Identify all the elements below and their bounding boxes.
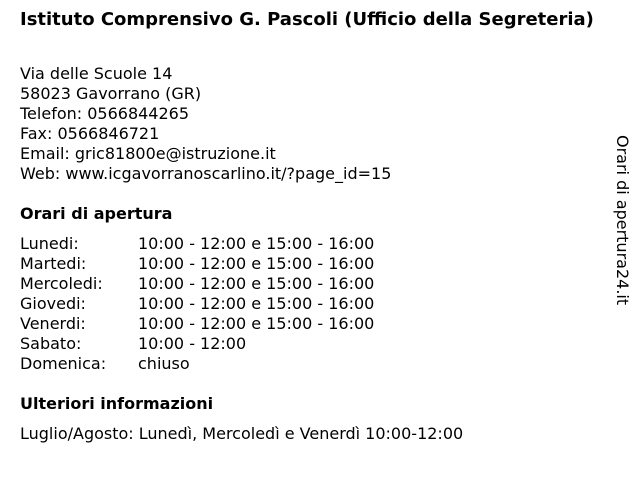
day-label: Domenica: xyxy=(20,354,107,373)
hours-value: 10:00 - 12:00 e 15:00 - 16:00 xyxy=(138,254,375,273)
day-label: Giovedi: xyxy=(20,294,86,313)
hours-row-friday xyxy=(20,314,374,334)
day-label: Lunedi: xyxy=(20,234,79,253)
website: Web: www.icgavorranoscarlino.it/?page_id=15 xyxy=(20,164,392,183)
email-address: Email: gric81800e@istruzione.it xyxy=(20,144,276,163)
day-label: Mercoledi: xyxy=(20,274,103,293)
day-label: Sabato: xyxy=(20,334,82,353)
hours-row-thursday xyxy=(20,294,374,314)
hours-value: 10:00 - 12:00 e 15:00 - 16:00 xyxy=(138,274,375,293)
day-label: Venerdi: xyxy=(20,314,86,333)
city-address: 58023 Gavorrano (GR) xyxy=(20,84,202,103)
opening-hours-table xyxy=(20,234,374,374)
hours-value: 10:00 - 12:00 e 15:00 - 16:00 xyxy=(138,314,375,333)
fax-number: Fax: 0566846721 xyxy=(20,124,160,143)
hours-value: 10:00 - 12:00 e 15:00 - 16:00 xyxy=(138,294,375,313)
page-title: Istituto Comprensivo G. Pascoli (Ufficio della Segreteria) xyxy=(20,9,594,30)
hours-row-wednesday xyxy=(20,274,374,294)
phone-number: Telefon: 0566844265 xyxy=(20,104,190,123)
hours-value: 10:00 - 12:00 e 15:00 - 16:00 xyxy=(138,234,375,253)
hours-row-saturday xyxy=(20,334,374,354)
hours-value: chiuso xyxy=(138,354,190,373)
street-address: Via delle Scuole 14 xyxy=(20,64,173,83)
watermark-text: Orari di apertura24.it xyxy=(613,135,632,306)
hours-value: 10:00 - 12:00 xyxy=(138,334,247,353)
address-block xyxy=(20,64,391,184)
hours-row-monday xyxy=(20,234,374,254)
further-info-text: Luglio/Agosto: Lunedì, Mercoledì e Venerdì 10:00-12:00 xyxy=(20,424,464,443)
opening-hours-heading: Orari di apertura xyxy=(20,204,173,223)
further-info-heading: Ulteriori informazioni xyxy=(20,394,214,413)
hours-row-sunday xyxy=(20,354,374,374)
day-label: Martedi: xyxy=(20,254,87,273)
hours-row-tuesday xyxy=(20,254,374,274)
